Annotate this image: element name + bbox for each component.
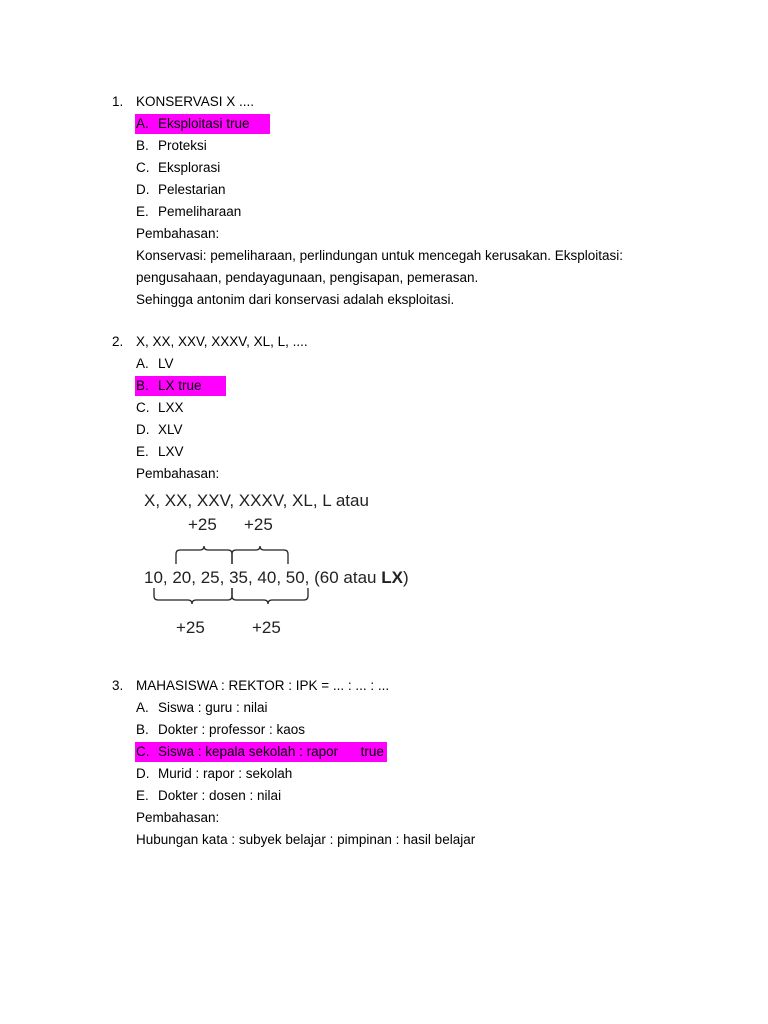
option-text: Murid : rapor : sekolah (158, 766, 293, 781)
roman-sequence: X, XX, XXV, XXXV, XL, L atau (144, 491, 369, 510)
option-letter: B. (136, 378, 149, 393)
top-difference-2: +25 (244, 515, 273, 534)
option-text: Dokter : dosen : nilai (158, 788, 282, 803)
option-text: Dokter : professor : kaos (158, 722, 306, 737)
number-sequence (144, 568, 409, 587)
option-letter: B. (136, 138, 149, 153)
option-letter: A. (136, 116, 149, 131)
option-text: LXV (158, 444, 184, 459)
bottom-difference-1: +25 (176, 618, 205, 637)
explanation-line: Hubungan kata : subyek belajar : pimpinan : hasil belajar (136, 832, 476, 847)
option-text: LX true (158, 378, 202, 393)
question-number: 2. (112, 334, 124, 349)
question-text: X, XX, XXV, XXXV, XL, L, .... (136, 334, 308, 349)
option-text: Eksplorasi (158, 160, 221, 175)
top-difference-1: +25 (188, 515, 217, 534)
option-letter: C. (136, 744, 150, 759)
option-letter: A. (136, 700, 149, 715)
option-text: Eksploitasi true (158, 116, 250, 131)
option-text: Pemeliharaan (158, 204, 242, 219)
question-number: 3. (112, 678, 124, 693)
sequence-diagram (140, 484, 420, 644)
option-text: XLV (158, 422, 183, 437)
question-number: 1. (112, 94, 124, 109)
explanation-line: pengusahaan, pendayagunaan, pengisapan, pemerasan. (136, 270, 479, 285)
option-letter: D. (136, 766, 150, 781)
option-letter: C. (136, 400, 150, 415)
option-letter: D. (136, 182, 150, 197)
option-text: Proteksi (158, 138, 207, 153)
option-letter: A. (136, 356, 149, 371)
option-text: LXX (158, 400, 184, 415)
explanation-line: Sehingga antonim dari konservasi adalah eksploitasi. (136, 292, 455, 307)
option-text: Siswa : kepala sekolah : rapor true (158, 744, 384, 759)
option-letter: E. (136, 788, 149, 803)
bottom-brace-1 (154, 588, 232, 604)
explanation-label: Pembahasan: (136, 810, 220, 825)
bottom-brace-2 (232, 588, 308, 604)
number-sequence-answer: LX (381, 568, 403, 587)
number-sequence-end: ) (402, 568, 409, 587)
option-letter: E. (136, 444, 149, 459)
question-text: KONSERVASI X .... (136, 94, 255, 109)
option-letter: C. (136, 160, 150, 175)
option-letter: B. (136, 722, 149, 737)
option-text: LV (158, 356, 174, 371)
question-text: MAHASISWA : REKTOR : IPK = ... : ... : ... (136, 678, 390, 693)
explanation-line: Konservasi: pemeliharaan, perlindungan untuk mencegah kerusakan. Eksploitasi: (136, 248, 624, 263)
option-text: Siswa : guru : nilai (158, 700, 268, 715)
option-text: Pelestarian (158, 182, 226, 197)
option-letter: D. (136, 422, 150, 437)
top-brace-2 (232, 546, 288, 564)
bottom-difference-2: +25 (252, 618, 281, 637)
number-sequence-main: 10, 20, 25, 35, 40, 50, (60 atau (144, 568, 382, 587)
option-letter: E. (136, 204, 149, 219)
explanation-label: Pembahasan: (136, 466, 220, 481)
top-brace-1 (176, 546, 232, 564)
explanation-label: Pembahasan: (136, 226, 220, 241)
